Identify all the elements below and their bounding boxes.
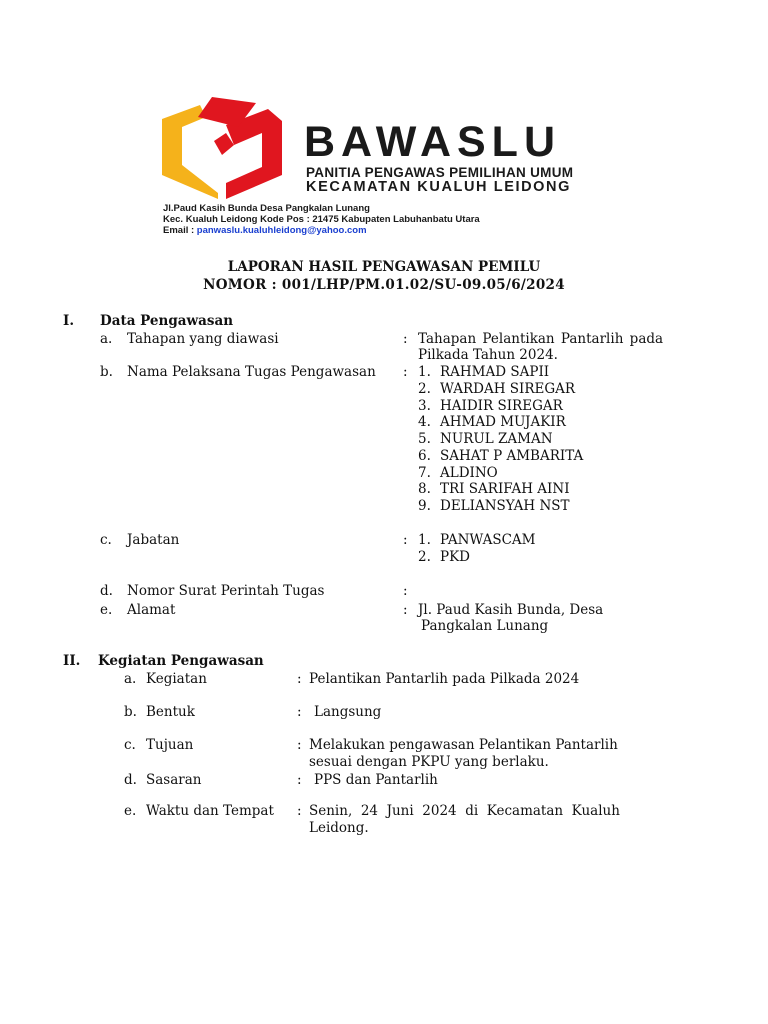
item-letter: a. xyxy=(100,331,113,347)
item-letter: e. xyxy=(100,602,113,618)
section-1-heading: Data Pengawasan xyxy=(100,313,234,329)
org-name: BAWASLU xyxy=(304,118,561,166)
field-label-jabatan: Jabatan xyxy=(127,532,180,548)
list-item-number: 1. xyxy=(418,364,431,380)
list-item-name: NURUL ZAMAN xyxy=(440,431,553,447)
field-separator: : xyxy=(297,737,302,753)
field-value-alamat-line1: Jl. Paud Kasih Bunda, Desa xyxy=(418,602,604,618)
org-subtitle: PANITIA PENGAWAS PEMILIHAN UMUM xyxy=(306,165,574,180)
field-value-waktu-tempat-line2: Leidong. xyxy=(309,820,369,836)
list-item-number: 2. xyxy=(418,381,431,397)
section-1-numeral: I. xyxy=(63,313,75,329)
item-letter: b. xyxy=(100,364,113,380)
list-item-number: 8. xyxy=(418,481,431,497)
document-title: LAPORAN HASIL PENGAWASAN PEMILU xyxy=(227,259,541,275)
field-value-tujuan-line2: sesuai dengan PKPU yang berlaku. xyxy=(309,754,549,770)
field-value-tujuan-line1: Melakukan pengawasan Pelantikan Pantarlih xyxy=(309,737,618,753)
list-item-number: 4. xyxy=(418,414,431,430)
list-item-name: SAHAT P AMBARITA xyxy=(440,448,584,464)
field-separator: : xyxy=(403,602,408,618)
field-separator: : xyxy=(297,772,302,788)
field-label-sasaran: Sasaran xyxy=(146,772,202,788)
list-item-number: 1. xyxy=(418,532,431,548)
field-label-bentuk: Bentuk xyxy=(146,704,195,720)
bawaslu-logo xyxy=(160,97,282,199)
item-letter: b. xyxy=(124,704,137,720)
field-separator: : xyxy=(403,532,408,548)
list-item-name: TRI SARIFAH AINI xyxy=(440,481,570,497)
field-label-nomor-surat: Nomor Surat Perintah Tugas xyxy=(127,583,325,599)
field-value-tahapan-line1: Tahapan Pelantikan Pantarlih pada xyxy=(418,331,664,347)
field-label-pelaksana: Nama Pelaksana Tugas Pengawasan xyxy=(127,364,376,380)
item-letter: c. xyxy=(100,532,112,548)
email-link[interactable]: panwaslu.kualuhleidong@yahoo.com xyxy=(196,225,367,236)
list-item-number: 9. xyxy=(418,498,431,514)
org-district: KECAMATAN KUALUH LEIDONG xyxy=(306,179,572,195)
field-label-alamat: Alamat xyxy=(127,602,176,618)
item-letter: e. xyxy=(124,803,137,819)
field-separator: : xyxy=(403,364,408,380)
field-label-kegiatan: Kegiatan xyxy=(146,671,207,687)
field-separator: : xyxy=(403,583,408,599)
field-value-tahapan-line2: Pilkada Tahun 2024. xyxy=(418,347,558,363)
field-label-tahapan: Tahapan yang diawasi xyxy=(127,331,279,347)
list-item-name: PKD xyxy=(440,549,470,565)
field-separator: : xyxy=(297,803,302,819)
list-item-number: 5. xyxy=(418,431,431,447)
field-label-tujuan: Tujuan xyxy=(146,737,194,753)
item-letter: d. xyxy=(124,772,137,788)
address-line-1: Jl.Paud Kasih Bunda Desa Pangkalan Lunang xyxy=(163,203,370,214)
field-separator: : xyxy=(297,671,302,687)
list-item-name: RAHMAD SAPII xyxy=(440,364,550,380)
field-separator: : xyxy=(403,331,408,347)
list-item-number: 3. xyxy=(418,398,431,414)
section-2-heading: Kegiatan Pengawasan xyxy=(98,653,264,669)
address-line-2: Kec. Kualuh Leidong Kode Pos : 21475 Kabupaten Labuhanbatu Utara xyxy=(163,214,480,225)
list-item-name: AHMAD MUJAKIR xyxy=(440,414,566,430)
field-value-sasaran: PPS dan Pantarlih xyxy=(314,772,438,788)
document-number: NOMOR : 001/LHP/PM.01.02/SU-09.05/6/2024 xyxy=(203,277,565,293)
field-value-alamat-line2: Pangkalan Lunang xyxy=(421,618,549,634)
item-letter: d. xyxy=(100,583,113,599)
field-value-kegiatan: Pelantikan Pantarlih pada Pilkada 2024 xyxy=(309,671,580,687)
field-separator: : xyxy=(297,704,302,720)
item-letter: a. xyxy=(124,671,137,687)
list-item-number: 6. xyxy=(418,448,431,464)
email-label: Email : xyxy=(163,225,197,236)
list-item-name: WARDAH SIREGAR xyxy=(440,381,576,397)
email-line xyxy=(163,225,367,236)
section-2-numeral: II. xyxy=(63,653,81,669)
list-item-number: 2. xyxy=(418,549,431,565)
list-item-number: 7. xyxy=(418,465,431,481)
field-label-waktu-tempat: Waktu dan Tempat xyxy=(146,803,274,819)
list-item-name: PANWASCAM xyxy=(440,532,536,548)
list-item-name: ALDINO xyxy=(440,465,498,481)
list-item-name: DELIANSYAH NST xyxy=(440,498,570,514)
field-value-bentuk: Langsung xyxy=(314,704,382,720)
item-letter: c. xyxy=(124,737,136,753)
field-value-waktu-tempat-line1: Senin, 24 Juni 2024 di Kecamatan Kualuh xyxy=(309,803,620,819)
list-item-name: HAIDIR SIREGAR xyxy=(440,398,563,414)
